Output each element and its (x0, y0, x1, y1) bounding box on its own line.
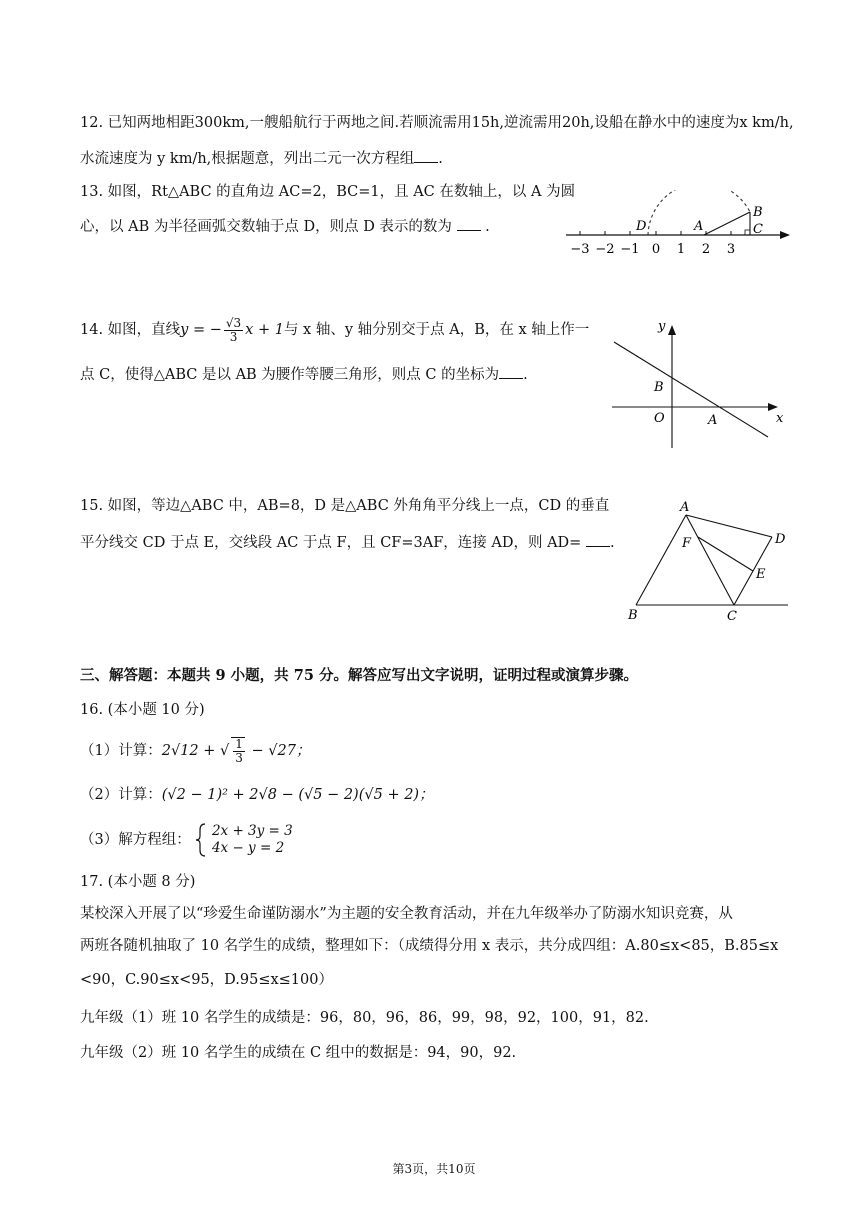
q16-eq2: 4x − y = 2 (211, 840, 285, 856)
q13-point-c-label: C (753, 222, 763, 237)
q15-point-b-label: B (628, 608, 638, 623)
q17-line2: 两班各随机抽取了 10 名学生的成绩，整理如下：（成绩得分用 x 表示，共分成四组：A.80≤x<85，B.85≤x (80, 938, 779, 954)
q16-header: 16. (本小题 10 分) (80, 702, 205, 718)
q15-point-c-label: C (727, 609, 737, 624)
q15-triangle-figure (622, 497, 797, 625)
q14-point-b-label: B (654, 380, 664, 395)
q15-line1: 15. 如图，等边△ABC 中，AB=8，D 是△ABC 外角角平分线上一点，CD 的垂直 (80, 498, 610, 514)
q12-line2: 水流速度为 y km/h,根据题意，列出二元一次方程组 . (80, 148, 443, 169)
q14-axis-y-label: y (658, 319, 666, 334)
q13-number-line-figure (560, 190, 800, 260)
q16-part3: （3）解方程组： 2x + 3y = 3 4x − y = 2 (80, 823, 293, 856)
q13-tick-label: −3 (570, 242, 590, 257)
q17-line5: 九年级（2）班 10 名学生的成绩在 C 组中的数据是：94，90，92. (80, 1045, 517, 1061)
q13-point-d-label: D (636, 219, 647, 234)
q16-part2: （2）计算：(√2 − 1)² + 2√8 − (√5 − 2)(√5 + 2)； (80, 787, 434, 803)
q13-tick-label: 0 (651, 242, 661, 257)
q15-line2: 平分线交 CD 于点 E，交线段 AC 于点 F，且 CF=3AF，连接 AD，则 AD= . (80, 532, 615, 553)
q15-point-e-label: E (756, 567, 766, 582)
q13-point-a-label: A (694, 219, 704, 234)
q14-line1: 14. 如图，直线y = − $\frac{√3}{3}$ x + 1与 x 轴、y 轴分别交于点 A，B，在 x 轴上作一 (80, 315, 590, 344)
q12-line1: 12. 已知两地相距300km,一艘船航行于两地之间.若顺流需用15h,逆流需用20h,设船在静水中的速度为x km/h, (80, 115, 794, 131)
page-footer: 第3页，共10页 (392, 1162, 476, 1176)
q13-tick-label: 3 (726, 242, 736, 257)
q17-line4: 九年级（1）班 10 名学生的成绩是：96，80，96，86，99，98，92，100，91，82. (80, 1010, 649, 1026)
q13-tick-label: −2 (595, 242, 615, 257)
q14-line2: 点 C，使得△ABC 是以 AB 为腰作等腰三角形，则点 C 的坐标为 . (80, 364, 528, 385)
q17-line3: <90，C.90≤x<95，D.95≤x≤100） (80, 972, 333, 988)
q13-point-b-label: B (753, 205, 763, 220)
q14-origin-label: O (654, 411, 665, 426)
brace-icon (195, 822, 207, 858)
q13-line1: 13. 如图，Rt△ABC 的直角边 AC=2，BC=1，且 AC 在数轴上，以 A 为圆 (80, 184, 576, 200)
q17-header: 17. (本小题 8 分) (80, 874, 196, 890)
q14-axis-x-label: x (776, 411, 784, 426)
q15-point-a-label: A (680, 500, 690, 515)
q14-coordinate-figure (600, 312, 800, 452)
q13-line2: 心，以 AB 为半径画弧交数轴于点 D，则点 D 表示的数为 . (80, 216, 490, 237)
q14-point-a-label: A (708, 413, 718, 428)
q13-tick-label: −1 (620, 242, 640, 257)
q13-tick-label: 2 (701, 242, 711, 257)
section-3-heading: 三、解答题：本题共 9 小题，共 75 分。解答应写出文字说明，证明过程或演算步骤。 (80, 667, 638, 684)
q17-line1: 某校深入开展了以“珍爱生命谨防溺水”为主题的安全教育活动，并在九年级举办了防溺水知识竞赛，从 (80, 906, 733, 922)
q16-part1: （1）计算：2√12 + √ $\frac{1}{3}$ − √27； (80, 737, 311, 765)
q16-eq1: 2x + 3y = 3 (211, 823, 293, 839)
q15-point-d-label: D (775, 532, 786, 547)
q13-tick-label: 1 (676, 242, 686, 257)
q15-point-f-label: F (682, 536, 692, 551)
